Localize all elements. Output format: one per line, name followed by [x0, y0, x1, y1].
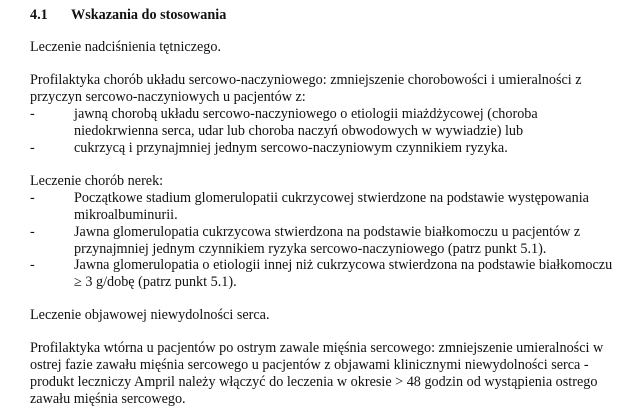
paragraph-cardio-prophylaxis-line-2: przyczyn sercowo-naczyniowych u pacjentów z: [30, 89, 306, 105]
list-item-atherosclerotic-line-1: jawną chorobą układu sercowo-naczyniowego o etiologii miażdżycowej (choroba [74, 106, 538, 122]
list-bullet: - [30, 140, 35, 156]
list-item-non-diabetic-glomerulopathy-line-2: ≥ 3 g/dobę (patrz punkt 5.1). [74, 274, 237, 290]
list-bullet: - [30, 224, 35, 240]
list-item-early-glomerulopathy-line-1: Początkowe stadium glomerulopatii cukrzycowej stwierdzone na podstawie występowania [74, 190, 589, 206]
list-item-diabetic-glomerulopathy-line-1: Jawna glomerulopatia cukrzycowa stwierdzona na podstawie białkomoczu u pacjentów z [74, 224, 581, 240]
paragraph-kidney-disease: Leczenie chorób nerek: [30, 173, 164, 189]
list-bullet: - [30, 190, 35, 206]
list-bullet: - [30, 106, 35, 122]
paragraph-secondary-prophylaxis-line-1: Profilaktyka wtórna u pacjentów po ostrym zawale mięśnia sercowego: zmniejszenie umieralności w [30, 340, 604, 356]
list-bullet: - [30, 257, 35, 273]
paragraph-cardio-prophylaxis-line-1: Profilaktyka chorób układu sercowo-naczyniowego: zmniejszenie chorobowości i umieralności z [30, 72, 582, 88]
list-item-non-diabetic-glomerulopathy-line-1: Jawna glomerulopatia o etiologii innej niż cukrzycowa stwierdzona na podstawie białkomoczu [74, 257, 613, 273]
list-item-diabetic-glomerulopathy-line-2: przynajmniej jednym czynnikiem ryzyka sercowo-naczyniowego (patrz punkt 5.1). [74, 241, 547, 257]
list-item-early-glomerulopathy-line-2: mikroalbuminurii. [74, 207, 178, 223]
paragraph-secondary-prophylaxis-line-3: produkt leczniczy Ampril należy włączyć do leczenia w okresie > 48 godzin od wystąpienia ostrego [30, 374, 598, 390]
paragraph-secondary-prophylaxis-line-2: ostrej fazie zawału mięśnia sercowego u pacjentów z objawami klinicznymi niewydolności serca - [30, 357, 589, 373]
paragraph-hypertension: Leczenie nadciśnienia tętniczego. [30, 39, 222, 55]
section-title: Wskazania do stosowania [71, 7, 227, 23]
paragraph-secondary-prophylaxis-line-4: zawału mięśnia sercowego. [30, 391, 186, 407]
list-item-atherosclerotic-line-2: niedokrwienna serca, udar lub choroba naczyń obwodowych w wywiadzie) lub [74, 123, 524, 139]
list-item-diabetes: cukrzycą i przynajmniej jednym sercowo-naczyniowym czynnikiem ryzyka. [74, 140, 508, 156]
paragraph-heart-failure: Leczenie objawowej niewydolności serca. [30, 307, 270, 323]
section-number: 4.1 [30, 7, 48, 23]
